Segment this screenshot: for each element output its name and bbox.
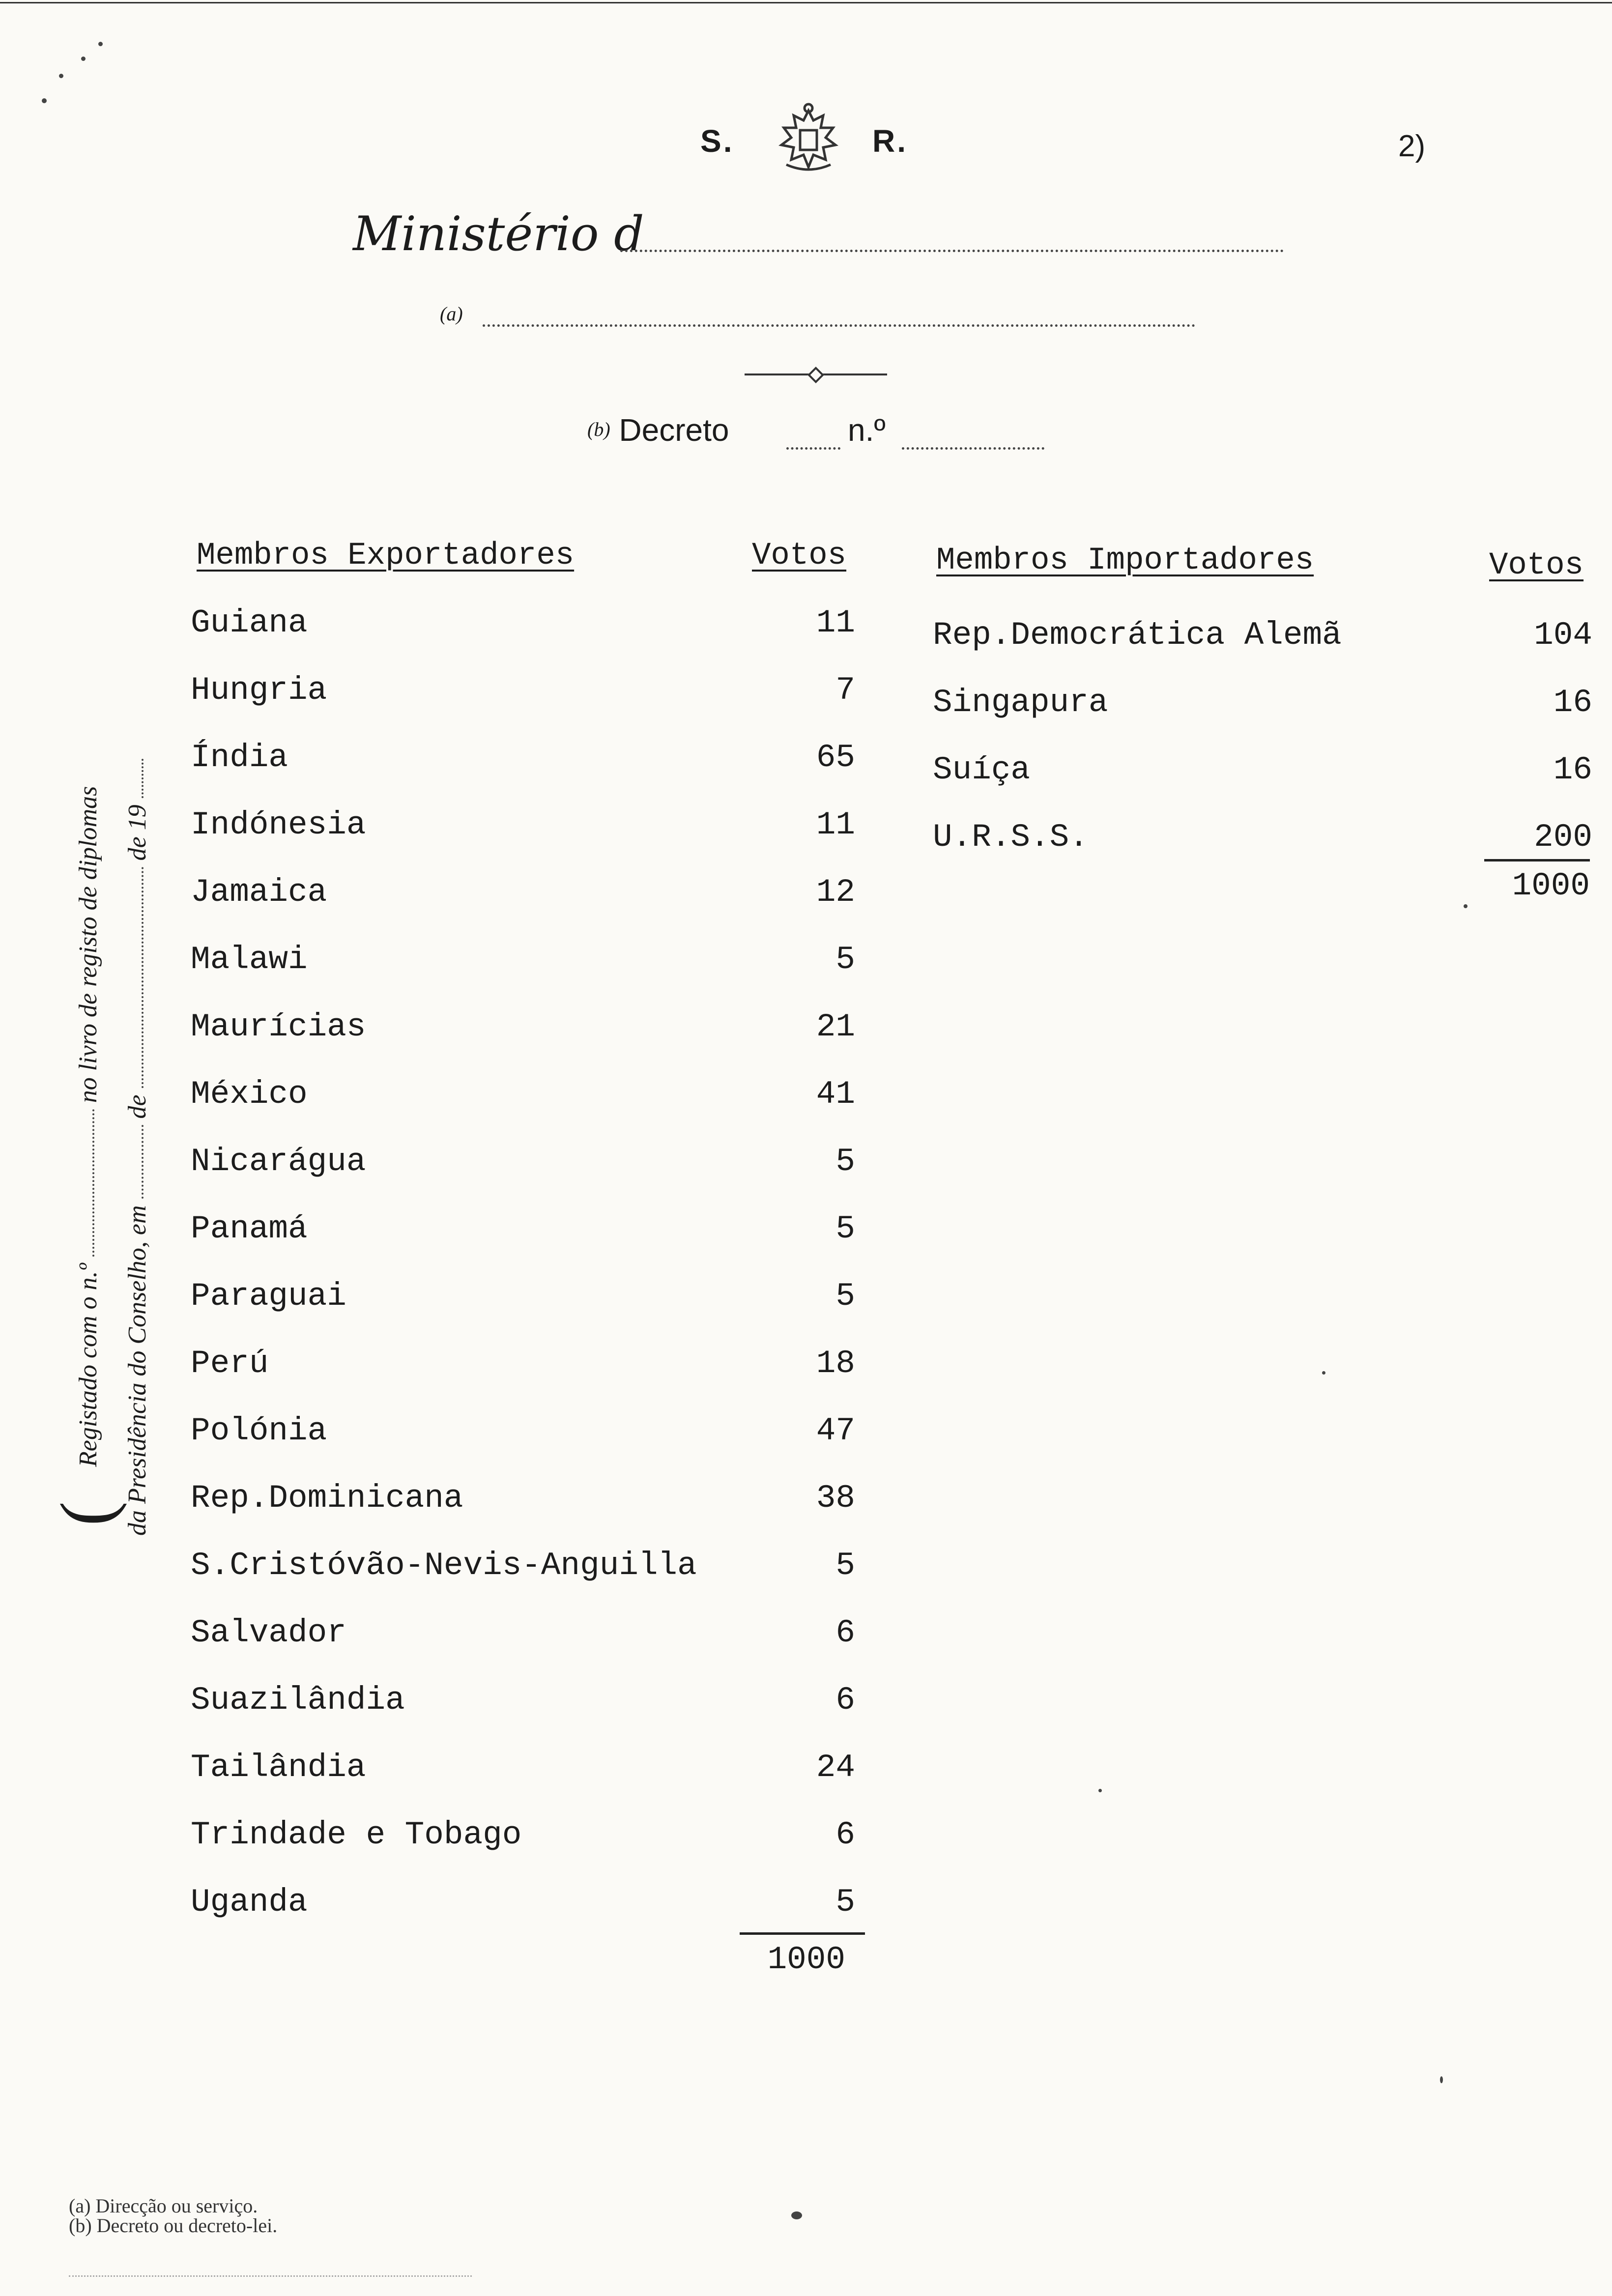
coat-of-arms-emblem [767, 101, 850, 179]
exporters-votes: 47 [816, 1412, 855, 1449]
date-year-blank [142, 759, 144, 798]
exporters-votes: 11 [816, 806, 855, 843]
side-note-text-3: da Presidência do Conselho, em [123, 1205, 151, 1536]
exporters-votes: 5 [835, 1884, 855, 1921]
exporters-country: Hungria [191, 672, 327, 709]
top-edge-line [0, 2, 1612, 3]
decree-number-blank [902, 447, 1044, 450]
ornament-diamond [807, 367, 824, 383]
exporters-country: Trindade e Tobago [191, 1816, 522, 1853]
decree-year-blank [786, 447, 840, 450]
exporters-votes: 5 [835, 1278, 855, 1315]
exporters-country: S.Cristóvão-Nevis-Anguilla [191, 1547, 697, 1584]
exporters-country: Suazilândia [191, 1682, 405, 1719]
exporters-country: Rep.Dominicana [191, 1480, 463, 1517]
scan-speck [98, 42, 103, 46]
side-note-text-1: Registado com o n.º [74, 1263, 102, 1467]
exporters-country: Nicarágua [191, 1143, 366, 1180]
exporters-votes: 12 [816, 874, 855, 911]
side-note-line-1 [74, 786, 103, 1467]
ministry-title [353, 206, 644, 261]
exporters-votes: 18 [816, 1345, 855, 1382]
header-letter-s: S. [700, 123, 734, 159]
exporters-country: Indónesia [191, 806, 366, 843]
line-a-marker: (a) [440, 303, 463, 325]
ministry-blank-line [620, 250, 1284, 252]
decree-number-label: n.º [848, 412, 886, 448]
scan-speck [1322, 1371, 1325, 1375]
importers-sum-rule [1484, 859, 1590, 861]
exporters-country: Índia [191, 739, 288, 776]
exporters-country: Guiana [191, 604, 308, 641]
importers-votes: 104 [1534, 617, 1592, 654]
exporters-votes: 6 [835, 1816, 855, 1853]
exporters-votes: 24 [816, 1749, 855, 1786]
printer-imprint-line [69, 2275, 472, 2277]
exporters-country: Perú [191, 1345, 269, 1382]
page-number: 2) [1398, 129, 1426, 163]
header-letter-r: R. [872, 123, 908, 159]
scan-speck [81, 57, 86, 61]
importers-country: U.R.S.S. [933, 819, 1089, 856]
exporters-sum-rule [740, 1932, 865, 1935]
exporters-votes: 11 [816, 604, 855, 641]
exporters-heading: Membros Exportadores [197, 538, 575, 574]
registration-number-blank [92, 1109, 94, 1257]
scan-speck [1440, 2076, 1443, 2083]
exporters-country: Malawi [191, 941, 308, 978]
importers-total: 1000 [1512, 867, 1590, 904]
exporters-votes: 65 [816, 739, 855, 776]
exporters-votes: 5 [835, 1210, 855, 1247]
importers-votes: 16 [1553, 684, 1592, 721]
exporters-votes: 21 [816, 1008, 855, 1045]
importers-country: Suíça [933, 751, 1031, 788]
exporters-votes: 41 [816, 1076, 855, 1113]
exporters-country: Salvador [191, 1614, 346, 1651]
exporters-votes: 7 [835, 672, 855, 709]
side-note-text-2: no livro de registo de diplomas [74, 786, 102, 1103]
side-note-bracket: ( [46, 1501, 127, 1526]
importers-country: Rep.Democrática Alemã [933, 617, 1342, 654]
scan-speck [59, 74, 63, 78]
importers-votes: 16 [1553, 751, 1592, 788]
decree-label: Decreto [619, 412, 729, 448]
importers-votes-heading: Votos [1489, 548, 1584, 583]
side-note-text-5: de 19 [123, 804, 151, 861]
exporters-country: Polónia [191, 1412, 327, 1449]
exporters-country: Tailândia [191, 1749, 366, 1786]
exporters-country: Jamaica [191, 874, 327, 911]
footnote-b: (b) Decreto ou decreto-lei. [69, 2214, 278, 2237]
date-month-blank [142, 867, 144, 1088]
service-blank-line [483, 324, 1195, 327]
exporters-country: Maurícias [191, 1008, 366, 1045]
footnote-a: (a) Direcção ou serviço. [69, 2195, 258, 2217]
ministry-label: Ministério d [353, 206, 644, 261]
exporters-votes: 5 [835, 941, 855, 978]
side-note-line-2 [123, 759, 152, 1536]
scan-speck [791, 2211, 802, 2219]
importers-heading: Membros Importadores [936, 543, 1314, 578]
scan-speck [1464, 904, 1468, 908]
exporters-country: Uganda [191, 1884, 308, 1921]
scan-speck [1098, 1789, 1102, 1792]
decree-line [587, 412, 729, 448]
exporters-total: 1000 [767, 1941, 845, 1978]
importers-votes: 200 [1534, 819, 1592, 856]
exporters-country: Paraguai [191, 1278, 346, 1315]
exporters-country: Panamá [191, 1210, 308, 1247]
exporters-votes: 6 [835, 1682, 855, 1719]
exporters-votes: 5 [835, 1547, 855, 1584]
date-day-blank [142, 1125, 144, 1199]
exporters-votes: 6 [835, 1614, 855, 1651]
decree-marker: (b) [587, 418, 610, 440]
importers-country: Singapura [933, 684, 1108, 721]
scan-speck [42, 98, 47, 103]
exporters-votes-heading: Votos [752, 538, 847, 574]
exporters-votes: 38 [816, 1480, 855, 1517]
exporters-votes: 5 [835, 1143, 855, 1180]
side-note-text-4: de [123, 1094, 151, 1119]
exporters-country: México [191, 1076, 308, 1113]
